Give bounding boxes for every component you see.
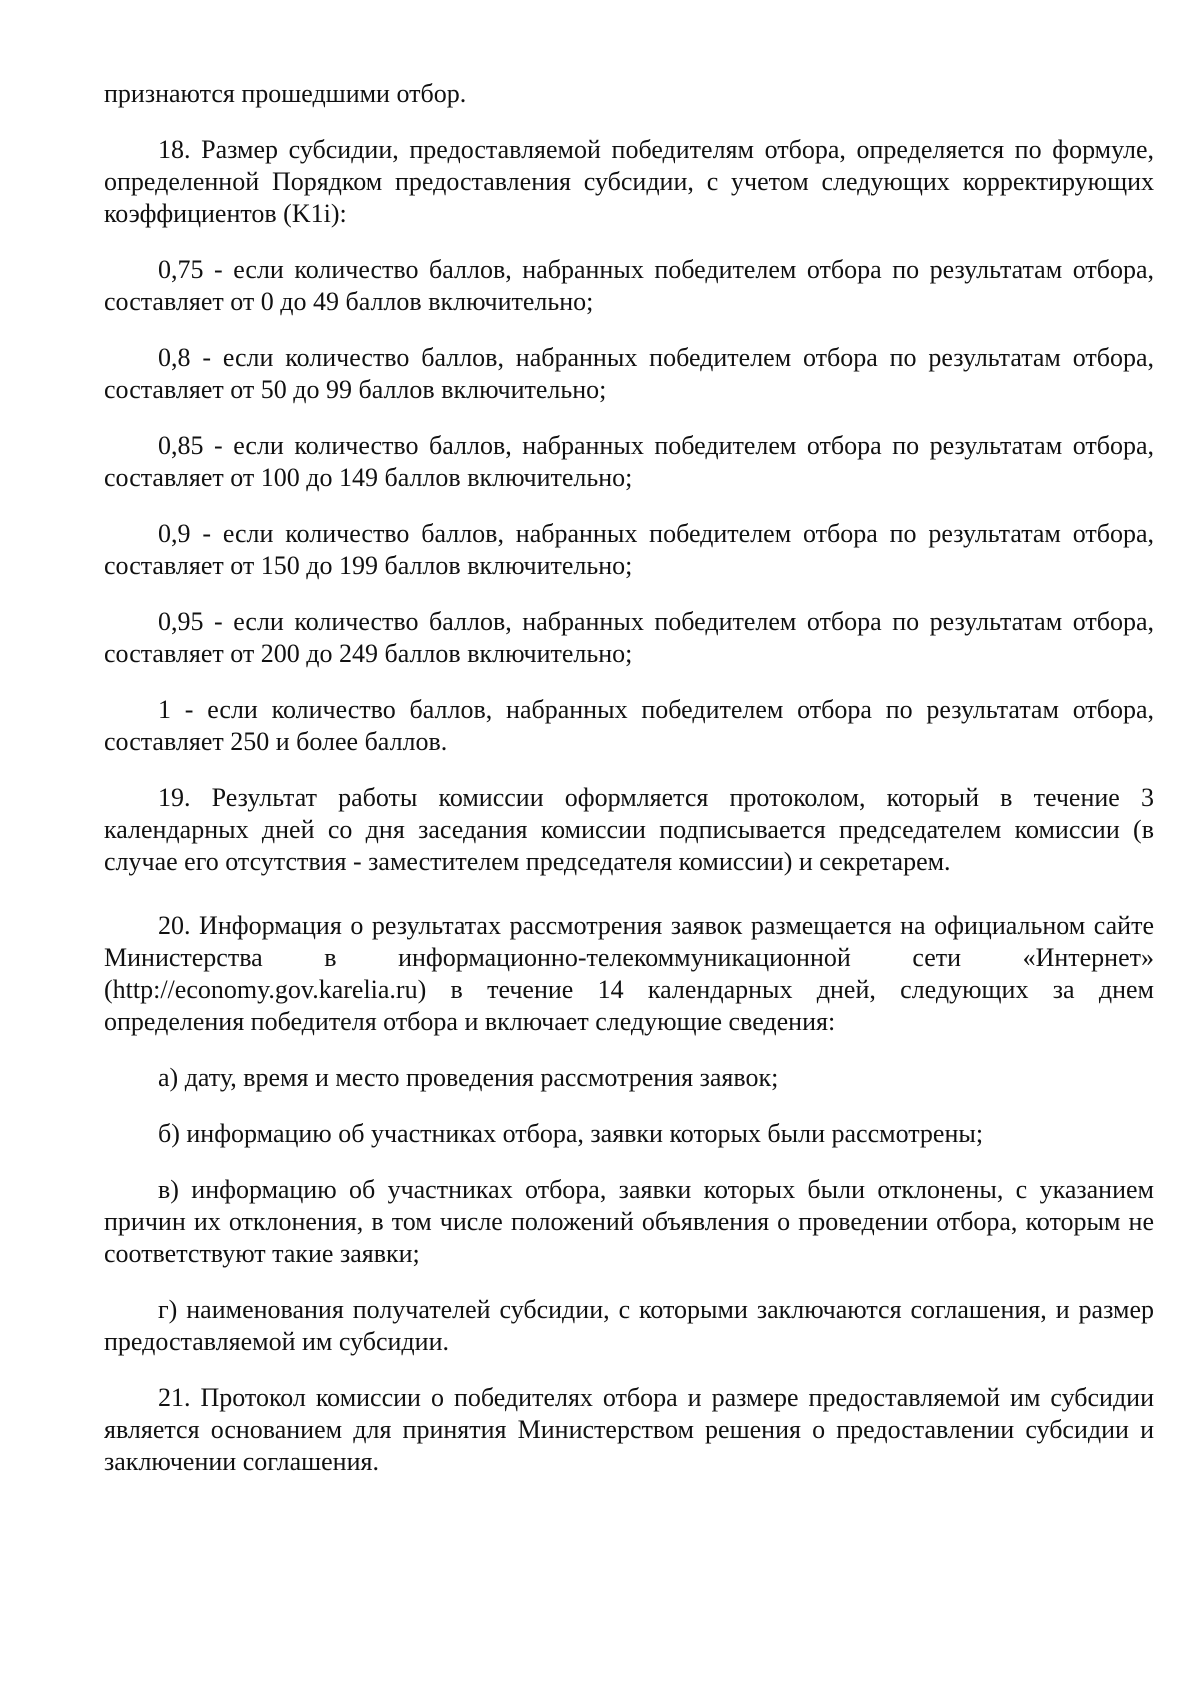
- paragraph-20: 20. Информация о результатах рассмотрения заявок размещается на официальном сайте Министерства в информационно-телекоммуникационной сети «Интернет» (http://economy.gov.karelia.ru) в течение 14 календарных дней, следующих за днем определения победителя отбора и включает следующие сведения:: [104, 911, 1154, 1036]
- coefficient-0-9: 0,9 - если количество баллов, набранных победителем отбора по результатам отбора, составляет от 150 до 199 баллов включительно;: [104, 519, 1154, 580]
- coefficient-0-95: 0,95 - если количество баллов, набранных победителем отбора по результатам отбора, составляет от 200 до 249 баллов включительно;: [104, 607, 1154, 668]
- paragraph-18: 18. Размер субсидии, предоставляемой победителям отбора, определяется по формуле, определенной Порядком предоставления субсидии, с учетом следующих корректирующих коэффициентов (K1i):: [104, 135, 1154, 228]
- document-page: [104, 78, 1154, 1502]
- coefficient-0-85: 0,85 - если количество баллов, набранных победителем отбора по результатам отбора, составляет от 100 до 149 баллов включительно;: [104, 431, 1154, 492]
- paragraph-21: 21. Протокол комиссии о победителях отбора и размере предоставляемой им субсидии является основанием для принятия Министерством решения о предоставлении субсидии и заключении соглашения.: [104, 1383, 1154, 1476]
- coefficient-0-8: 0,8 - если количество баллов, набранных победителем отбора по результатам отбора, составляет от 50 до 99 баллов включительно;: [104, 343, 1154, 404]
- list-item-a: а) дату, время и место проведения рассмотрения заявок;: [158, 1063, 779, 1092]
- list-item-v: в) информацию об участниках отбора, заявки которых были отклонены, с указанием причин их отклонения, в том числе положений объявления о проведении отбора, которым не соответствуют такие заявки;: [104, 1175, 1154, 1268]
- coefficient-0-75: 0,75 - если количество баллов, набранных победителем отбора по результатам отбора, составляет от 0 до 49 баллов включительно;: [104, 255, 1154, 316]
- list-item-b: б) информацию об участниках отбора, заявки которых были рассмотрены;: [158, 1119, 984, 1148]
- coefficient-1: 1 - если количество баллов, набранных победителем отбора по результатам отбора, составляет 250 и более баллов.: [104, 695, 1154, 756]
- paragraph-19: 19. Результат работы комиссии оформляется протоколом, который в течение 3 календарных дней со дня заседания комиссии подписывается председателем комиссии (в случае его отсутствия - заместителем председателя комиссии) и секретарем.: [104, 783, 1154, 876]
- paragraph-continuation: признаются прошедшими отбор.: [104, 79, 467, 108]
- list-item-g: г) наименования получателей субсидии, с которыми заключаются соглашения, и размер предоставляемой им субсидии.: [104, 1295, 1154, 1356]
